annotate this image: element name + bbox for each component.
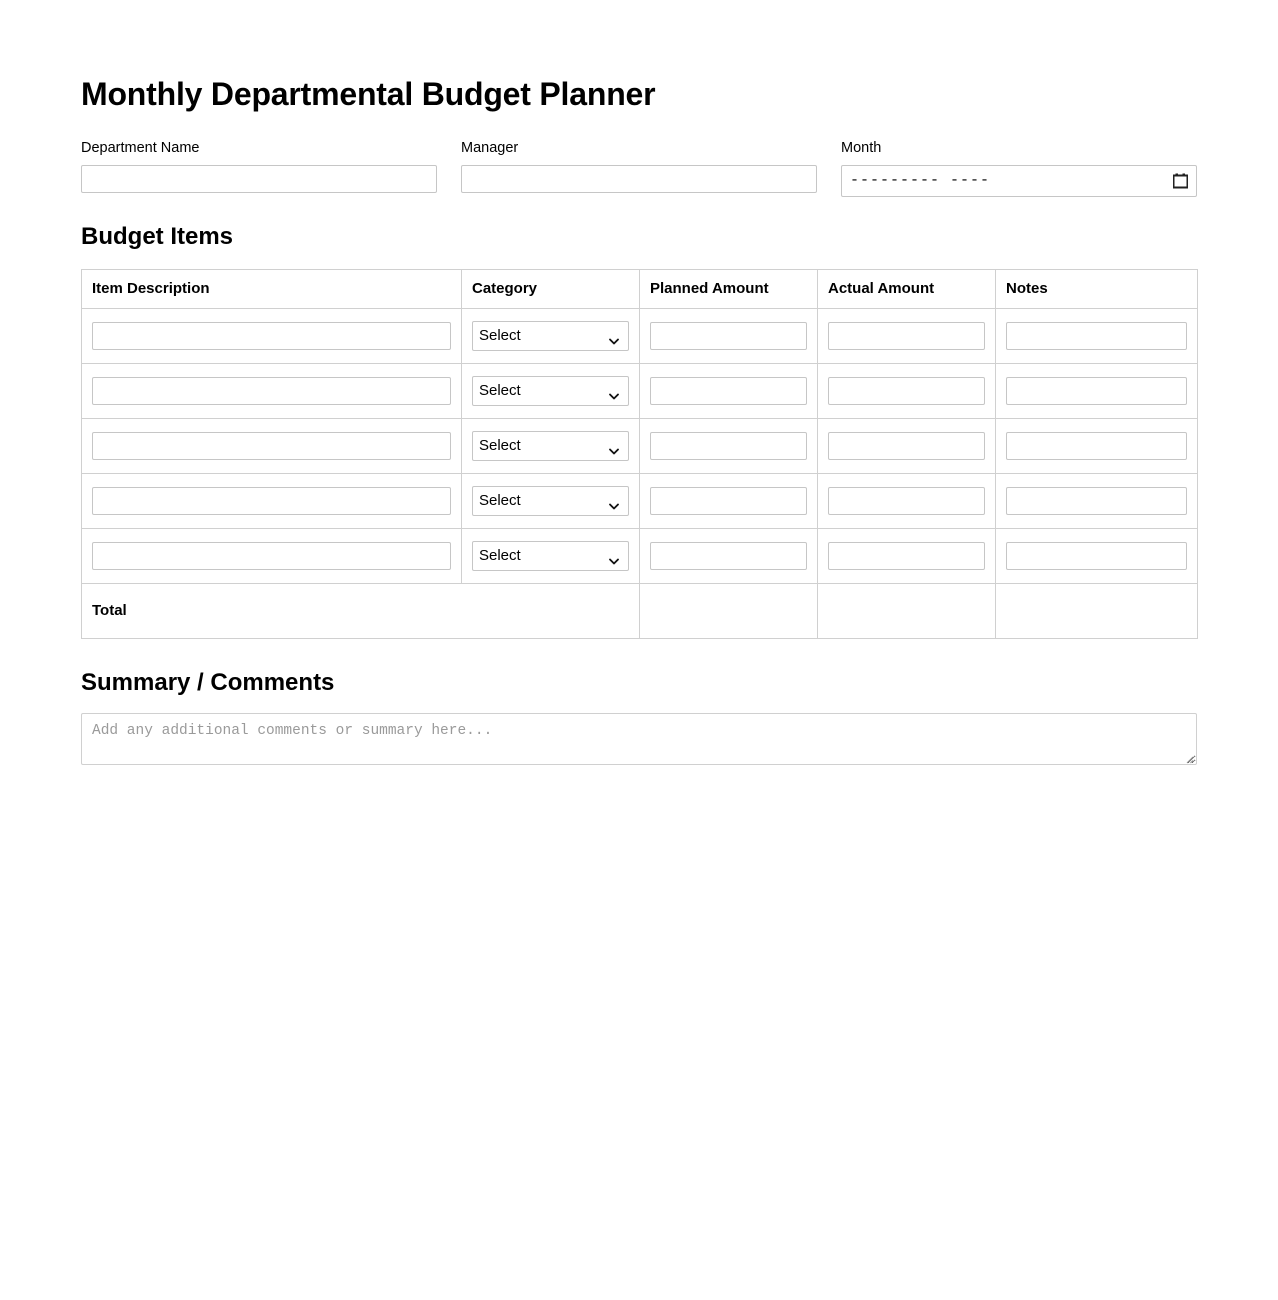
- cell-planned-amount: [640, 528, 818, 583]
- cell-actual-amount: [818, 528, 996, 583]
- summary-textarea-wrapper: [81, 713, 1197, 765]
- manager-field-group: [461, 139, 817, 197]
- cell-category: [462, 528, 640, 583]
- notes-input[interactable]: [1006, 542, 1187, 570]
- item-description-input[interactable]: [92, 487, 451, 515]
- cell-item-description: [82, 473, 462, 528]
- category-select[interactable]: [472, 486, 629, 516]
- total-label: Total: [82, 583, 640, 638]
- cell-notes: [996, 473, 1198, 528]
- notes-input[interactable]: [1006, 322, 1187, 350]
- column-header-item-description: Item Description: [82, 269, 462, 308]
- category-select[interactable]: [472, 376, 629, 406]
- total-notes: [996, 583, 1198, 638]
- item-description-input[interactable]: [92, 542, 451, 570]
- month-placeholder-text: --------- ----: [850, 171, 991, 189]
- item-description-input[interactable]: [92, 432, 451, 460]
- total-actual-amount: [818, 583, 996, 638]
- cell-actual-amount: [818, 473, 996, 528]
- column-header-planned-amount: Planned Amount: [640, 269, 818, 308]
- cell-category: [462, 473, 640, 528]
- month-input-wrapper: [841, 165, 1197, 197]
- month-input[interactable]: [841, 165, 1197, 197]
- cell-item-description: [82, 308, 462, 363]
- cell-item-description: [82, 363, 462, 418]
- actual-amount-input[interactable]: [828, 542, 985, 570]
- column-header-notes: Notes: [996, 269, 1198, 308]
- cell-notes: [996, 308, 1198, 363]
- month-label: Month: [841, 139, 882, 156]
- planned-amount-input[interactable]: [650, 322, 807, 350]
- cell-category: [462, 363, 640, 418]
- department-name-input[interactable]: [81, 165, 437, 193]
- planned-amount-input[interactable]: [650, 487, 807, 515]
- budget-items-table: [81, 269, 1198, 639]
- table-body: [82, 308, 1198, 638]
- page-title: Monthly Departmental Budget Planner: [81, 76, 656, 112]
- category-select[interactable]: [472, 541, 629, 571]
- cell-notes: [996, 528, 1198, 583]
- cell-category: [462, 418, 640, 473]
- notes-input[interactable]: [1006, 377, 1187, 405]
- cell-notes: [996, 418, 1198, 473]
- notes-input[interactable]: [1006, 432, 1187, 460]
- cell-actual-amount: [818, 418, 996, 473]
- cell-planned-amount: [640, 418, 818, 473]
- total-planned-amount: [640, 583, 818, 638]
- column-header-category: Category: [462, 269, 640, 308]
- table-row: [82, 418, 1198, 473]
- planned-amount-input[interactable]: [650, 432, 807, 460]
- category-select-wrapper: [472, 431, 629, 461]
- table-head: [82, 269, 1198, 308]
- category-select[interactable]: [472, 431, 629, 461]
- item-description-input[interactable]: [92, 322, 451, 350]
- month-field-group: [841, 139, 1197, 197]
- cell-planned-amount: [640, 363, 818, 418]
- cell-item-description: [82, 418, 462, 473]
- department-name-field-group: [81, 139, 437, 197]
- category-select-wrapper: [472, 376, 629, 406]
- column-header-actual-amount: Actual Amount: [818, 269, 996, 308]
- summary-textarea[interactable]: [81, 713, 1197, 765]
- cell-actual-amount: [818, 308, 996, 363]
- cell-item-description: [82, 528, 462, 583]
- table-header-row: [82, 269, 1198, 308]
- table-row: [82, 308, 1198, 363]
- category-select-wrapper: [472, 486, 629, 516]
- notes-input[interactable]: [1006, 487, 1187, 515]
- actual-amount-input[interactable]: [828, 487, 985, 515]
- planned-amount-input[interactable]: [650, 377, 807, 405]
- budget-items-heading: Budget Items: [81, 222, 234, 250]
- cell-planned-amount: [640, 473, 818, 528]
- item-description-input[interactable]: [92, 377, 451, 405]
- category-select-wrapper: [472, 321, 629, 351]
- table-row: [82, 473, 1198, 528]
- table-row: [82, 363, 1198, 418]
- planned-amount-input[interactable]: [650, 542, 807, 570]
- actual-amount-input[interactable]: [828, 432, 985, 460]
- department-name-label: Department Name: [81, 139, 200, 156]
- manager-label: Manager: [461, 139, 519, 156]
- actual-amount-input[interactable]: [828, 377, 985, 405]
- cell-notes: [996, 363, 1198, 418]
- summary-heading: Summary / Comments: [81, 668, 335, 696]
- category-select-wrapper: [472, 541, 629, 571]
- cell-actual-amount: [818, 363, 996, 418]
- table-total-row: [82, 583, 1198, 638]
- table-row: [82, 528, 1198, 583]
- cell-category: [462, 308, 640, 363]
- category-select[interactable]: [472, 321, 629, 351]
- cell-planned-amount: [640, 308, 818, 363]
- manager-input[interactable]: [461, 165, 817, 193]
- meta-fields-row: [81, 139, 1197, 197]
- actual-amount-input[interactable]: [828, 322, 985, 350]
